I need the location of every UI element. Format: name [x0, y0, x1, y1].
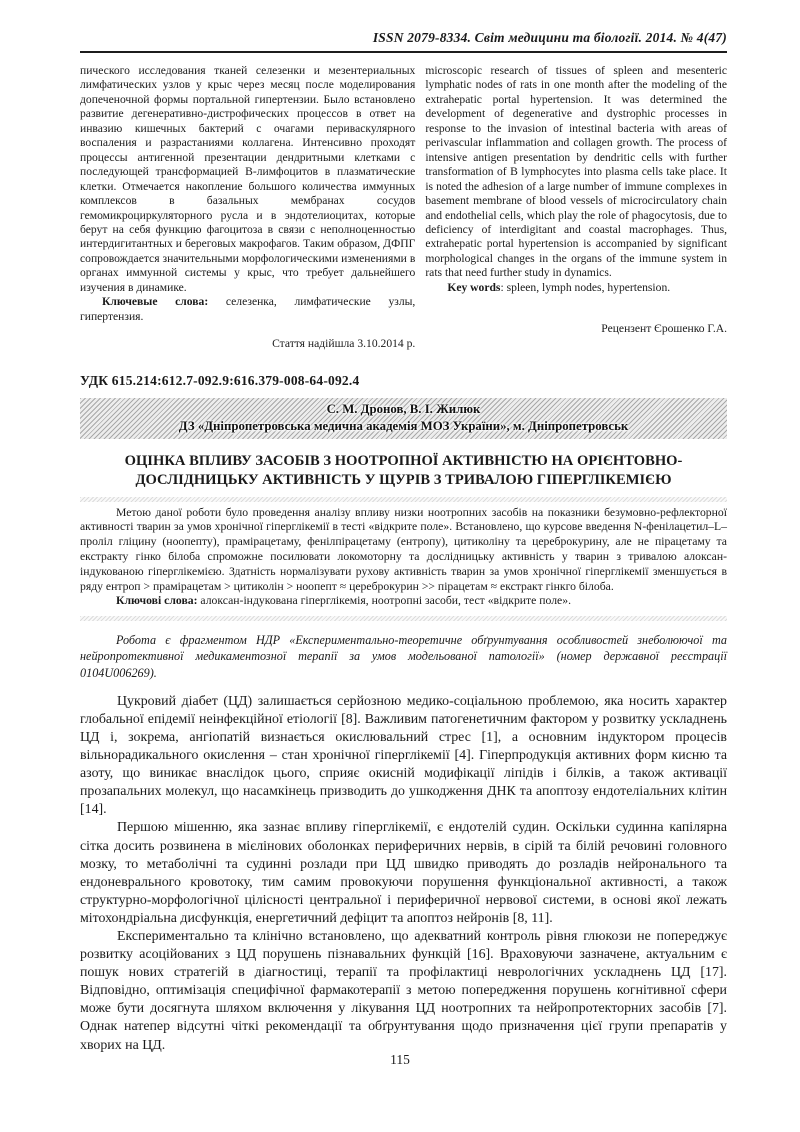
keywords-label-ukrainian: Ключові слова:	[116, 594, 198, 608]
affiliation-line: ДЗ «Дніпропетровська медична академія МОЗ України», м. Дніпропетровськ	[178, 418, 629, 433]
body-paragraph-3: Експериментально та клінічно встановлено, що адекватний контроль рівня глюкози не попереджує розвитку асоційованих з ЦД порушень пізнавальних функцій [16]. Враховуючи зазначене, актуальним є пошук нових стратегій в діагностиці, терапії та профілактиці неврологічних ускладнень ЦД [17]. Відповідно, оптимізація специфічної фармакотерапії з метою попередження порушень когнітивної сфери може бути досягнута шляхом включення у лікування ЦД ноотропних та нейропротекторних засобів [7]. Однак натепер відсутні чіткі рекомендації та обґрунтування щодо призначення цієї групи препаратів у хворих на ЦД.	[80, 929, 727, 1053]
abstract-column-english	[425, 64, 727, 352]
authors-line: С. М. Дронов, В. І. Жилюк	[326, 401, 481, 416]
abstract-russian-keywords	[80, 295, 415, 324]
abstract-column-russian	[80, 64, 415, 352]
keywords-label-russian: Ключевые слова:	[102, 295, 209, 309]
abstract-english-body: microscopic research of tissues of spleen and mesenteric lymphatic nodes of rats in one month after the modeling of the extrahepatic portal hypertension. It was determined the development of degenerative and dystrophic processes in response to the invasion of intestinal bacteria with areas of perivascular inflammation and collagen growth. The process of intensive antigen presentation by dendritic cells with further transformation of B lymphocytes into plasma cells take place. It is noted the adhesion of a large number of immune complexes in basement membrane of blood vessels of microcirculatory chain and endothelial cells, which play the role of phagocytosis, due to deficiency of interdigitant and coastal macrophages. Thus, extrahepatic portal hypertension is accompanied by significant morphological changes in the organs of the immune system in rats that need further study in dynamics.	[425, 64, 727, 280]
keywords-text-russian: селезенка, лимфатические узлы, гипертензия.	[80, 295, 416, 323]
abstract-ukrainian-keywords	[80, 594, 727, 609]
article-body	[80, 693, 727, 1055]
article-title: ОЦІНКА ВПЛИВУ ЗАСОБІВ З НООТРОПНОЇ АКТИВНІСТЮ НА ОРІЄНТОВНО-ДОСЛІДНИЦЬКУ АКТИВНІСТЬ У ЩУРІВ З ТРИВАЛОЮ ГІПЕРГЛІКЕМІЄЮ	[124, 452, 683, 488]
authors-banner	[80, 398, 727, 439]
abstract-russian-body: пического исследования тканей селезенки и мезентериальных лимфатических узлов у крыс через месяц после моделирования допеченочной формы портальной гипертензии. Было встановлено развитие дегенеративно-дистрофических процессов в ответ на инвазию кишечных бактерий с очагами периваскулярного воспаления и разрастаниями коллагена. Интенсивно проходят процессы антигенной презентации дендритными клетками с последующей трансформацией В-лимфоцитов в плазматические клетки. Отмечается накопление большого количества иммунных комплексов в базальных мембранах сосудов гемомикроциркуляторного русла и в эндотелиоцитах, которые берут на себя функцию фагоцитоза в связи с неполноценностью интердигитантных и береговых макрофагов. Таким образом, ДФПГ сопровождается значительными морфологическими изменениями в органах иммунной системы у крыс, что требует дальнейшего изучения в динамике.	[80, 64, 416, 294]
running-head-issn: ISSN 2079-8334. Світ медицини та біології. 2014. № 4(47)	[80, 30, 727, 53]
research-project-note-text: Робота є фрагментом НДР «Експериментально-теоретичне обґрунтування особливостей знеболюючої та нейропротективної медикаментозної терапії за умов модельованої патології» (номер державної реєстрації 0104U006269).	[80, 633, 727, 680]
received-date: Стаття надійшла 3.10.2014 р.	[272, 337, 416, 351]
previous-article-abstracts	[80, 64, 727, 352]
research-project-note	[80, 632, 727, 681]
body-paragraph-2: Першою мішенню, яка зазнає впливу гіперглікемії, є ендотелій судин. Оскільки судинна капілярна сітка досить розвинена в мієлінових оболонках периферичних нервів, в сірій та білій речовині головного мозку, то метаболічні та судинні розлади при ЦД швидко приводять до розладів нейронального та ендоневрального кровотоку, тим самим провокуючи порушення функціональної активності, а також структурно-морфологічної цілісності центральної і периферичної нервової системи, в основі якої лежать мітохондріальна дисфункція, енергетичний дефіцит та апоптоз нейронів [8, 11].	[80, 820, 727, 926]
abstract-ukrainian	[80, 506, 727, 610]
page-number: 115	[390, 1052, 410, 1067]
hatch-divider-bottom	[80, 616, 727, 621]
abstract-ukrainian-body: Метою даної роботи було проведення аналізу впливу низки ноотропних засобів на показники безумовно-рефлекторної активності тварин за умов хронічної гіперглікемії в тесті «відкрите поле». Встановлено, що курсове введення N-фенілацетил–L–проліл гліцину (ноопепту), прамірацетаму, фенілпірацетаму (ентропу), цитиколіну та цереброкурину, але не пірацетаму та екстракту гінко білоба спроможне посилювати локомоторну та дослідницьку активність у тварин з тривалою алоксан-індукованою гіперглікемією. Здатність нормалізувати рухову активність тварин за умов хронічної гіперглікемії зменшується в ряду ентроп > прамірацетам > цитиколін > ноопепт ≈ цереброкурин >> пірацетам ≈ екстракт гінкго білоба.	[80, 505, 727, 593]
abstract-english-keywords	[425, 281, 727, 295]
body-paragraph-1: Цукровий діабет (ЦД) залишається серйозною медико-соціальною проблемою, яка носить характер глобальної епідемії неінфекційної етіології [8]. Важливим патогенетичним фактором у розвитку ускладнень ЦД і, зокрема, ангіопатій визнається окислювальний стрес [1], а основним індуктором процесів вільнорадикального окислення – стан хронічної гіперглікемії [4]. Гіперпродукція активних форм кисню та азоту, що виникає внаслідок цього, сприяє окисній модифікації ліпідів і білків, а також активації прозапальних молекул, що насамкінець призводить до ушкодження ДНК та апоптозу ендотеліальних клітин [14].	[80, 693, 727, 818]
keywords-text-ukrainian: алоксан-індукована гіперглікемія, ноотропні засоби, тест «відкрите поле».	[197, 594, 571, 608]
udc-code: УДК 615.214:612.7-092.9:616.379-008-64-092.4	[80, 372, 360, 388]
reviewer-line: Рецензент Єрошенко Г.А.	[601, 322, 727, 336]
keywords-text-english: : spleen, lymph nodes, hypertension.	[500, 280, 671, 294]
keywords-label-english: Key words	[447, 280, 501, 294]
hatch-divider-top	[80, 497, 727, 502]
